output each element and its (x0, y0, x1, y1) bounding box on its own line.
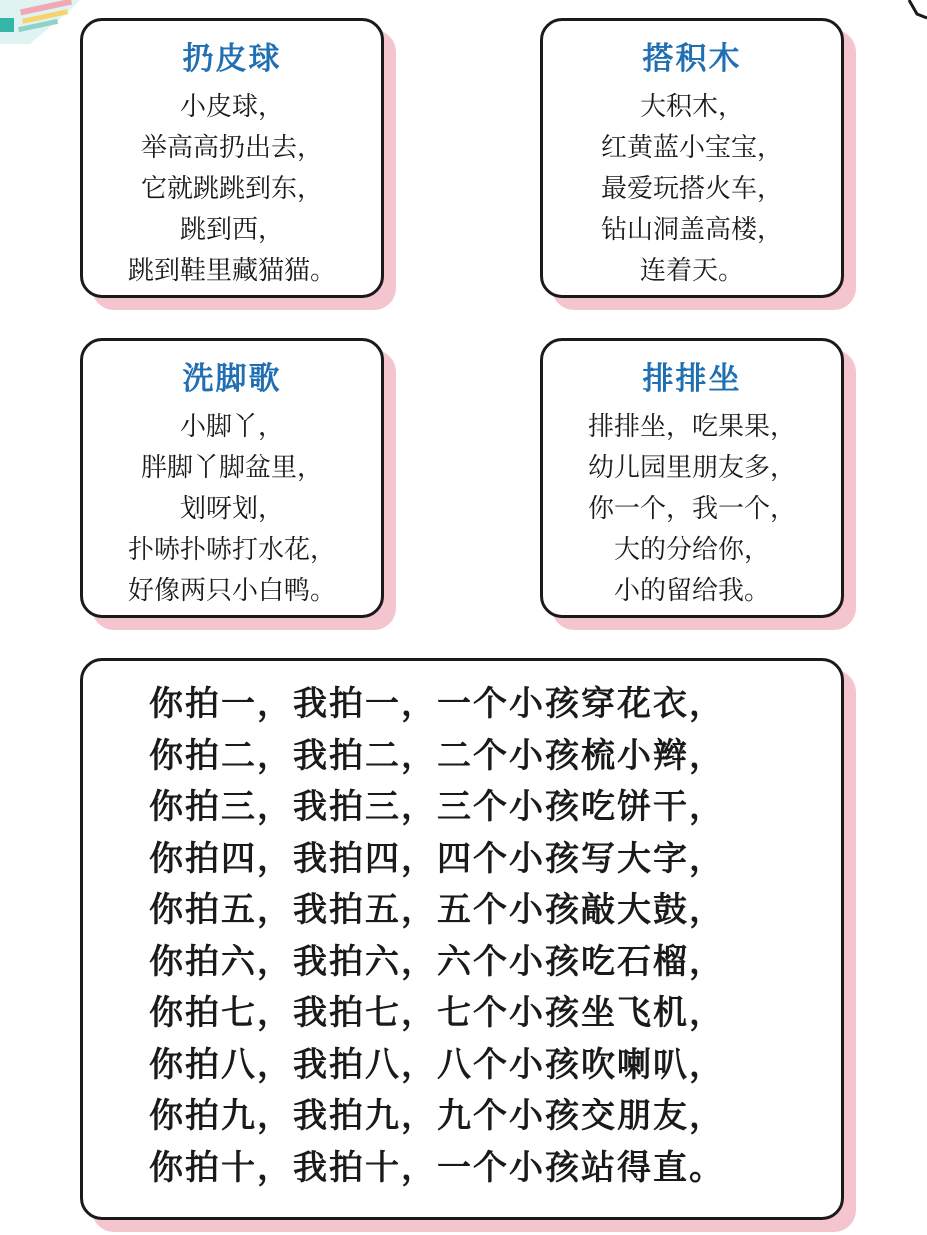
song-line: 你拍四，我拍四，四个小孩写大字， (149, 838, 725, 879)
song-line: 你拍十，我拍十，一个小孩站得直。 (149, 1147, 725, 1188)
rhyme-line: 排排坐，吃果果， (587, 412, 796, 442)
rhyme-line: 好像两只小白鸭。 (127, 576, 336, 606)
song-line: 你拍八，我拍八，八个小孩吹喇叭， (149, 1044, 725, 1085)
rhyme-line: 你一个，我一个， (587, 494, 796, 524)
rhyme-title: 洗脚歌 (182, 361, 282, 397)
rhyme-card-sit-in-row (540, 338, 844, 618)
rhyme-line: 跳到鞋里藏猫猫。 (127, 256, 336, 286)
rhyme-title: 排排坐 (642, 361, 742, 397)
clapping-song-card (80, 658, 844, 1220)
song-line: 你拍三，我拍三，三个小孩吃饼干， (149, 787, 725, 827)
rhyme-line: 它就跳跳到东， (140, 174, 323, 204)
corner-decoration (0, 0, 80, 44)
song-line: 你拍六，我拍六，六个小孩吃石榴， (149, 941, 725, 982)
rhyme-line: 大的分给你， (613, 535, 770, 565)
song-line: 你拍二，我拍二，二个小孩梳小辫， (149, 735, 725, 776)
rhyme-line: 跳到西， (179, 215, 284, 245)
rhyme-line: 扑哧扑哧打水花， (127, 535, 336, 565)
rhyme-card-wash-feet (80, 338, 384, 618)
song-line: 你拍一，我拍一，一个小孩穿花衣， (149, 684, 725, 724)
rhyme-line: 小的留给我。 (613, 576, 770, 606)
song-line: 你拍九，我拍九，九个小孩交朋友， (149, 1096, 725, 1136)
rhyme-line: 划呀划， (179, 494, 284, 524)
rhyme-line: 钻山洞盖高楼， (600, 215, 783, 245)
rhyme-line: 胖脚丫脚盆里， (140, 453, 323, 483)
rhyme-card-throw-ball (80, 18, 384, 298)
rhyme-card-building-blocks (540, 18, 844, 298)
rhyme-line: 小脚丫， (179, 412, 284, 442)
rhyme-line: 小皮球， (179, 92, 284, 122)
rhyme-line: 连着天。 (639, 256, 744, 286)
rhyme-line: 大积木， (639, 92, 744, 122)
song-line: 你拍七，我拍七，七个小孩坐飞机， (149, 993, 725, 1033)
rhyme-title: 扔皮球 (182, 41, 282, 77)
rhyme-line: 举高高扔出去， (140, 133, 323, 163)
rhyme-line: 最爱玩搭火车， (600, 174, 783, 204)
rhyme-line: 幼儿园里朋友多， (587, 453, 796, 483)
rhyme-line: 红黄蓝小宝宝， (600, 133, 783, 163)
rhyme-title: 搭积木 (642, 41, 742, 77)
song-line: 你拍五，我拍五，五个小孩敲大鼓， (149, 890, 725, 930)
corner-decoration-right (903, 0, 927, 24)
